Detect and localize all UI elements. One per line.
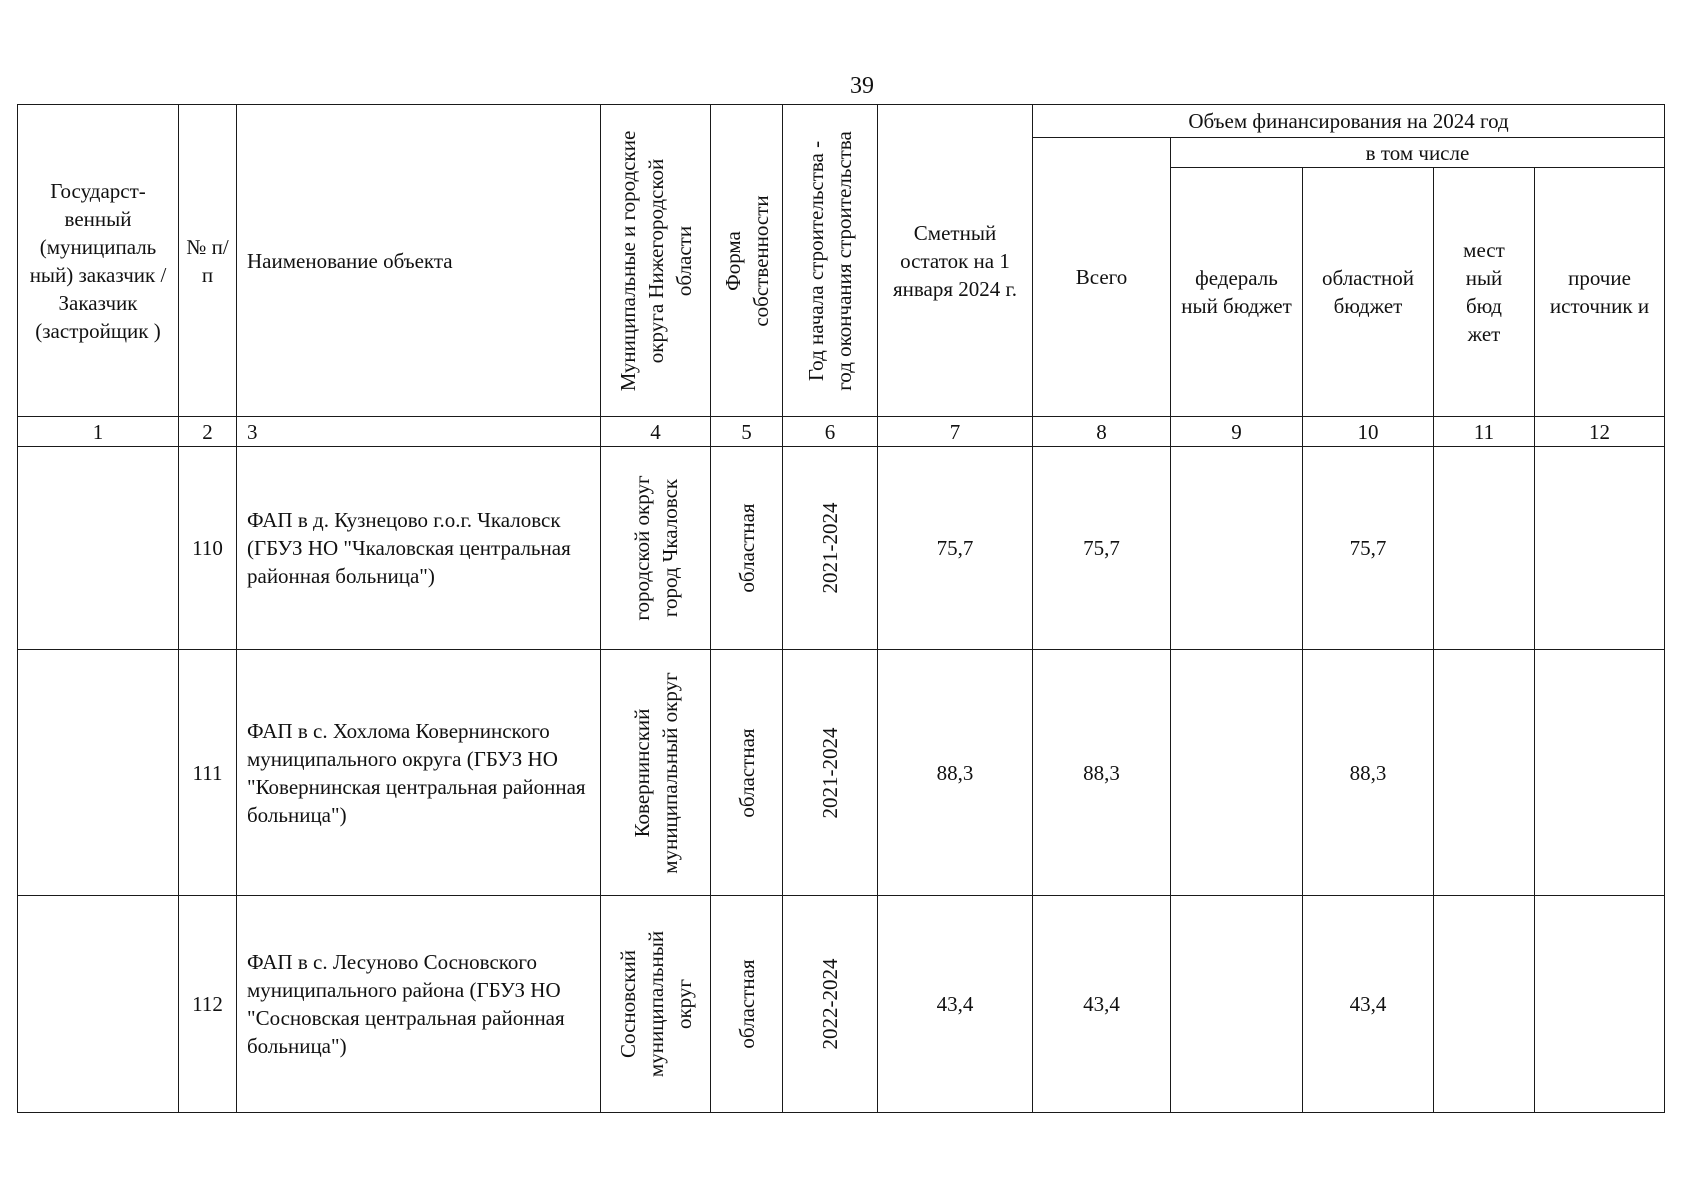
ownership-text: областная: [734, 503, 759, 593]
district-text: Сосновский муниципальный округ: [615, 930, 696, 1078]
ownership-text: областная: [734, 959, 759, 1049]
federal-cell: [1171, 896, 1303, 1113]
table-row: [18, 447, 1665, 650]
header-customer: Государст-венный (муниципаль ный) заказчик / Заказчик (застройщик ): [18, 105, 179, 417]
column-number: 12: [1535, 417, 1665, 447]
total-cell: 43,4: [1033, 896, 1171, 1113]
district-cell: [601, 447, 711, 650]
header-construction-years-text: Год начала строительства - год окончания строительства: [804, 130, 856, 391]
other-cell: [1535, 447, 1665, 650]
years-text: 2022-2024: [818, 958, 842, 1050]
header-estimate-remainder: Сметный остаток на 1 января 2024 г.: [878, 105, 1033, 417]
header-regional-budget: областной бюджет: [1303, 168, 1434, 417]
other-cell: [1535, 896, 1665, 1113]
header-other-sources: прочие источник и: [1535, 168, 1665, 417]
column-number: 11: [1434, 417, 1535, 447]
years-text: 2021-2024: [818, 502, 842, 594]
column-numbers-row: [18, 417, 1665, 447]
local-cell: [1434, 650, 1535, 896]
remainder-cell: 88,3: [878, 650, 1033, 896]
remainder-cell: 43,4: [878, 896, 1033, 1113]
column-number: 2: [179, 417, 237, 447]
customer-cell: [18, 650, 179, 896]
financing-table: [17, 104, 1665, 1113]
ownership-cell: [711, 650, 783, 896]
header-row-1: [18, 105, 1665, 138]
header-including-group: в том числе: [1171, 138, 1665, 168]
row-number-cell: 112: [179, 896, 237, 1113]
header-number: № п/п: [179, 105, 237, 417]
district-cell: [601, 896, 711, 1113]
district-text: городской округ город Чкаловск: [629, 475, 682, 621]
header-ownership-text: Форма собственности: [720, 194, 773, 327]
object-name-cell: ФАП в с. Лесуново Сосновского муниципального района (ГБУЗ НО "Сосновская центральная районная больница"): [237, 896, 601, 1113]
header-object-name: Наименование объекта: [237, 105, 601, 417]
column-number: 9: [1171, 417, 1303, 447]
remainder-cell: 75,7: [878, 447, 1033, 650]
header-districts: [601, 105, 711, 417]
column-number: 3: [237, 417, 601, 447]
row-number-cell: 111: [179, 650, 237, 896]
customer-cell: [18, 447, 179, 650]
customer-cell: [18, 896, 179, 1113]
table-row: [18, 896, 1665, 1113]
local-cell: [1434, 447, 1535, 650]
row-number-cell: 110: [179, 447, 237, 650]
district-cell: [601, 650, 711, 896]
local-cell: [1434, 896, 1535, 1113]
object-name-cell: ФАП в д. Кузнецово г.о.г. Чкаловск (ГБУЗ НО "Чкаловская центральная районная больница"): [237, 447, 601, 650]
column-number: 8: [1033, 417, 1171, 447]
regional-cell: 75,7: [1303, 447, 1434, 650]
column-number: 1: [18, 417, 179, 447]
column-number: 4: [601, 417, 711, 447]
column-number: 7: [878, 417, 1033, 447]
years-cell: [783, 650, 878, 896]
other-cell: [1535, 650, 1665, 896]
header-ownership: [711, 105, 783, 417]
ownership-cell: [711, 447, 783, 650]
years-cell: [783, 447, 878, 650]
object-name-cell: ФАП в с. Хохлома Ковернинского муниципального округа (ГБУЗ НО "Ковернинская центральная районная больница"): [237, 650, 601, 896]
years-text: 2021-2024: [818, 727, 842, 818]
header-local-budget: мест ный бюд жет: [1434, 168, 1535, 417]
district-text: Ковернинский муниципальный округ: [629, 671, 682, 874]
years-cell: [783, 896, 878, 1113]
regional-cell: 88,3: [1303, 650, 1434, 896]
header-federal-budget: федераль ный бюджет: [1171, 168, 1303, 417]
federal-cell: [1171, 650, 1303, 896]
table-row: [18, 650, 1665, 896]
federal-cell: [1171, 447, 1303, 650]
ownership-text: областная: [734, 727, 759, 818]
regional-cell: 43,4: [1303, 896, 1434, 1113]
page-number: 39: [850, 73, 874, 99]
column-number: 10: [1303, 417, 1434, 447]
column-number: 5: [711, 417, 783, 447]
column-number: 6: [783, 417, 878, 447]
total-cell: 88,3: [1033, 650, 1171, 896]
header-total: Всего: [1033, 138, 1171, 417]
header-districts-text: Муниципальные и городские округа Нижегородской области: [615, 130, 696, 391]
total-cell: 75,7: [1033, 447, 1171, 650]
header-financing-group: Объем финансирования на 2024 год: [1033, 105, 1665, 138]
header-construction-years: [783, 105, 878, 417]
ownership-cell: [711, 896, 783, 1113]
